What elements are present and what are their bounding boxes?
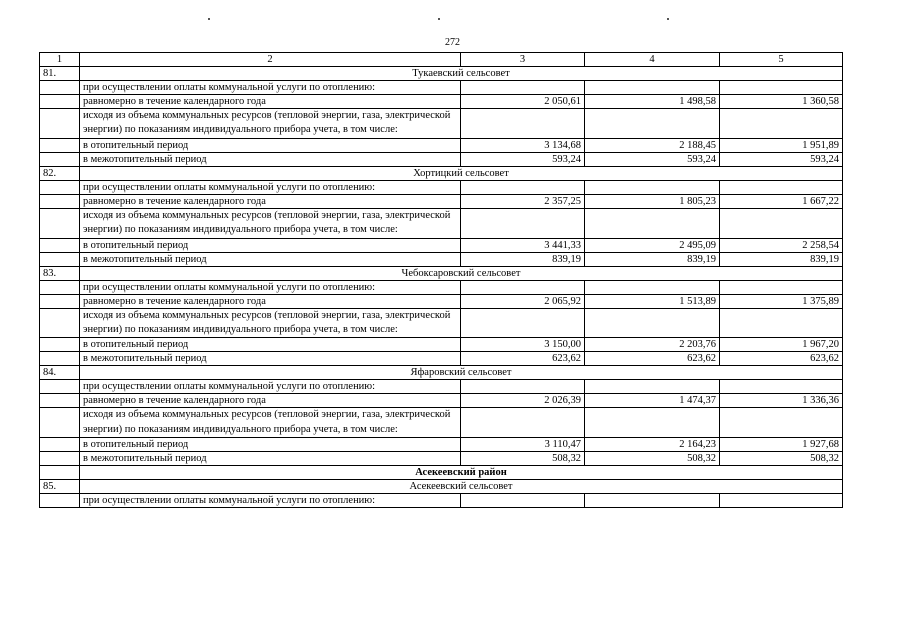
table-row xyxy=(40,294,843,308)
row-label: исходя из объема коммунальных ресурсов (тепловой энергии, газа, электрической энергии) по показаниям индивидуального прибора учета, в том числе: xyxy=(80,408,461,438)
row-label: в отопительный период xyxy=(80,138,461,152)
table-row xyxy=(40,109,843,139)
value-cell: 508,32 xyxy=(585,452,720,466)
table-cell xyxy=(40,308,80,338)
table-cell xyxy=(40,494,80,508)
header-cell: 4 xyxy=(585,53,720,67)
value-cell: 3 441,33 xyxy=(461,238,585,252)
table-row xyxy=(40,352,843,366)
table-cell xyxy=(40,408,80,438)
value-cell: 1 360,58 xyxy=(720,95,843,109)
value-cell: 2 164,23 xyxy=(585,438,720,452)
table-cell xyxy=(40,466,80,480)
value-cell: 593,24 xyxy=(720,152,843,166)
row-label: при осуществлении оплаты коммунальной услуги по отоплению: xyxy=(80,280,461,294)
scan-dot xyxy=(438,18,440,20)
value-cell: 3 110,47 xyxy=(461,438,585,452)
table-cell xyxy=(40,294,80,308)
header-row xyxy=(40,53,843,67)
settlement-row xyxy=(40,480,843,494)
table-row xyxy=(40,338,843,352)
value-cell: 1 498,58 xyxy=(585,95,720,109)
row-number: 85. xyxy=(40,480,80,494)
table-cell xyxy=(461,408,585,438)
value-cell: 1 513,89 xyxy=(585,294,720,308)
table-cell xyxy=(461,109,585,139)
table-cell xyxy=(40,380,80,394)
table-cell xyxy=(585,380,720,394)
table-row xyxy=(40,238,843,252)
row-label: равномерно в течение календарного года xyxy=(80,394,461,408)
row-label: в межотопительный период xyxy=(80,452,461,466)
table-cell xyxy=(40,352,80,366)
value-cell: 508,32 xyxy=(720,452,843,466)
table-row xyxy=(40,194,843,208)
table-cell xyxy=(40,180,80,194)
district-name: Асекеевский район xyxy=(80,466,843,480)
row-label: исходя из объема коммунальных ресурсов (тепловой энергии, газа, электрической энергии) по показаниям индивидуального прибора учета, в том числе: xyxy=(80,308,461,338)
table-cell xyxy=(40,452,80,466)
value-cell: 508,32 xyxy=(461,452,585,466)
table-cell xyxy=(585,208,720,238)
table-cell xyxy=(40,138,80,152)
page-number: 272 xyxy=(445,37,460,48)
table-cell xyxy=(40,394,80,408)
table-row xyxy=(40,208,843,238)
table-cell xyxy=(40,438,80,452)
row-number: 83. xyxy=(40,266,80,280)
value-cell: 2 065,92 xyxy=(461,294,585,308)
value-cell: 839,19 xyxy=(585,252,720,266)
row-label: при осуществлении оплаты коммунальной услуги по отоплению: xyxy=(80,180,461,194)
table-cell xyxy=(720,208,843,238)
value-cell: 3 134,68 xyxy=(461,138,585,152)
value-cell: 1 967,20 xyxy=(720,338,843,352)
value-cell: 839,19 xyxy=(720,252,843,266)
row-label: равномерно в течение календарного года xyxy=(80,194,461,208)
table-cell xyxy=(720,280,843,294)
table-body xyxy=(40,53,843,508)
table-cell xyxy=(720,494,843,508)
table-row xyxy=(40,252,843,266)
row-label: в отопительный период xyxy=(80,438,461,452)
table-cell xyxy=(720,380,843,394)
row-label: равномерно в течение календарного года xyxy=(80,95,461,109)
table-row xyxy=(40,152,843,166)
table-cell xyxy=(461,308,585,338)
row-number: 84. xyxy=(40,366,80,380)
table-cell xyxy=(461,81,585,95)
table-row xyxy=(40,280,843,294)
table-cell xyxy=(40,194,80,208)
table-cell xyxy=(585,109,720,139)
row-label: при осуществлении оплаты коммунальной услуги по отоплению: xyxy=(80,81,461,95)
table-cell xyxy=(720,180,843,194)
row-label: в межотопительный период xyxy=(80,252,461,266)
value-cell: 1 474,37 xyxy=(585,394,720,408)
table-cell xyxy=(40,81,80,95)
settlement-name: Яфаровский сельсовет xyxy=(80,366,843,380)
table-cell xyxy=(40,338,80,352)
table-row xyxy=(40,95,843,109)
tariff-table xyxy=(39,52,843,508)
value-cell: 1 336,36 xyxy=(720,394,843,408)
header-cell: 5 xyxy=(720,53,843,67)
value-cell: 623,62 xyxy=(720,352,843,366)
value-cell: 3 150,00 xyxy=(461,338,585,352)
value-cell: 623,62 xyxy=(585,352,720,366)
row-label: в отопительный период xyxy=(80,338,461,352)
row-number: 82. xyxy=(40,166,80,180)
value-cell: 2 050,61 xyxy=(461,95,585,109)
row-label: в межотопительный период xyxy=(80,352,461,366)
table-row xyxy=(40,81,843,95)
table-cell xyxy=(585,308,720,338)
row-label: при осуществлении оплаты коммунальной услуги по отоплению: xyxy=(80,494,461,508)
table-cell xyxy=(585,408,720,438)
row-label: в межотопительный период xyxy=(80,152,461,166)
table-row xyxy=(40,438,843,452)
settlement-name: Тукаевский сельсовет xyxy=(80,67,843,81)
table-cell xyxy=(720,308,843,338)
settlement-row xyxy=(40,366,843,380)
table-cell xyxy=(585,81,720,95)
table-cell xyxy=(585,280,720,294)
value-cell: 1 927,68 xyxy=(720,438,843,452)
row-label: в отопительный период xyxy=(80,238,461,252)
table-row xyxy=(40,394,843,408)
table-cell xyxy=(40,152,80,166)
table-cell xyxy=(40,208,80,238)
table-cell xyxy=(720,408,843,438)
table-cell xyxy=(585,180,720,194)
scan-dot xyxy=(208,18,210,20)
header-cell: 1 xyxy=(40,53,80,67)
table-cell xyxy=(40,280,80,294)
table-cell xyxy=(461,208,585,238)
settlement-name: Хортицкий сельсовет xyxy=(80,166,843,180)
settlement-row xyxy=(40,266,843,280)
value-cell: 2 203,76 xyxy=(585,338,720,352)
value-cell: 2 258,54 xyxy=(720,238,843,252)
table-cell xyxy=(585,494,720,508)
value-cell: 1 951,89 xyxy=(720,138,843,152)
row-label: при осуществлении оплаты коммунальной услуги по отоплению: xyxy=(80,380,461,394)
header-cell: 3 xyxy=(461,53,585,67)
settlement-row xyxy=(40,67,843,81)
value-cell: 2 188,45 xyxy=(585,138,720,152)
row-number: 81. xyxy=(40,67,80,81)
settlement-row xyxy=(40,166,843,180)
row-label: исходя из объема коммунальных ресурсов (тепловой энергии, газа, электрической энергии) по показаниям индивидуального прибора учета, в том числе: xyxy=(80,208,461,238)
row-label: исходя из объема коммунальных ресурсов (тепловой энергии, газа, электрической энергии) по показаниям индивидуального прибора учета, в том числе: xyxy=(80,109,461,139)
value-cell: 2 026,39 xyxy=(461,394,585,408)
settlement-name: Асекеевский сельсовет xyxy=(80,480,843,494)
table-row xyxy=(40,494,843,508)
table-row xyxy=(40,308,843,338)
table-row xyxy=(40,138,843,152)
table-cell xyxy=(461,180,585,194)
table-cell xyxy=(40,95,80,109)
table-cell xyxy=(720,109,843,139)
table-cell xyxy=(40,238,80,252)
table-cell xyxy=(461,494,585,508)
table-row xyxy=(40,180,843,194)
table-cell xyxy=(40,109,80,139)
value-cell: 2 495,09 xyxy=(585,238,720,252)
table-cell xyxy=(461,280,585,294)
value-cell: 623,62 xyxy=(461,352,585,366)
table-cell xyxy=(40,252,80,266)
value-cell: 1 805,23 xyxy=(585,194,720,208)
scan-dot xyxy=(667,18,669,20)
table-row xyxy=(40,452,843,466)
row-label: равномерно в течение календарного года xyxy=(80,294,461,308)
value-cell: 593,24 xyxy=(461,152,585,166)
table-cell xyxy=(720,81,843,95)
value-cell: 593,24 xyxy=(585,152,720,166)
table-cell xyxy=(461,380,585,394)
settlement-name: Чебоксаровский сельсовет xyxy=(80,266,843,280)
district-row xyxy=(40,466,843,480)
value-cell: 839,19 xyxy=(461,252,585,266)
header-cell: 2 xyxy=(80,53,461,67)
table-row xyxy=(40,408,843,438)
table-row xyxy=(40,380,843,394)
value-cell: 1 375,89 xyxy=(720,294,843,308)
value-cell: 1 667,22 xyxy=(720,194,843,208)
value-cell: 2 357,25 xyxy=(461,194,585,208)
